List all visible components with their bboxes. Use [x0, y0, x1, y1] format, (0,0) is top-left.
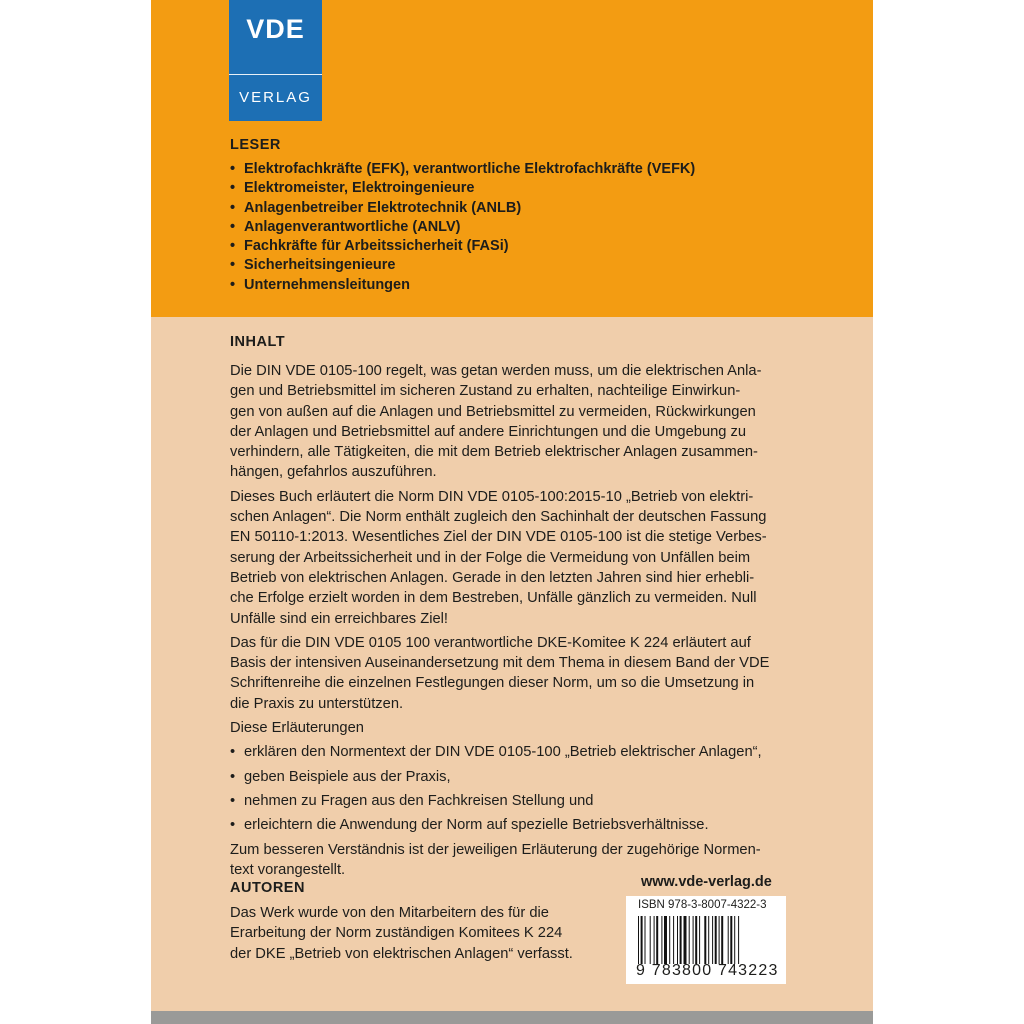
list-item: • Unternehmensleitungen [230, 276, 695, 295]
list-item: • erleichtern die Anwendung der Norm auf spezielle Betriebsverhältnisse. [230, 815, 805, 835]
barcode-bar [673, 916, 674, 964]
list-item: • Anlagenbetreiber Elektrotechnik (ANLB) [230, 199, 695, 218]
bullet-icon: • [230, 199, 236, 216]
barcode-bar [645, 916, 646, 964]
list-item: • erklären den Normentext der DIN VDE 0105-100 „Betrieb elektrischer Anlagen“, [230, 742, 805, 762]
barcode-bar [693, 916, 694, 964]
barcode-bar [719, 916, 720, 964]
list-item: • Elektromeister, Elektroingenieure [230, 179, 695, 198]
barcode-bar [661, 916, 662, 964]
paragraph-2: Dieses Buch erläutert die Norm DIN VDE 0105-100:2015-10 „Betrieb von elektri- schen Anlagen“. Die Norm enthält zugleich den Sachinhalt der deutschen Fassung EN 50110-1:2013. Wesentliches Ziel der DIN VDE 0105-100 ist die stetige Verbes- serung der Arbeitssicherheit und in der Folge die Vermeidung von Unfällen beim Betrieb von elektrischen Anlagen. Gerade in den letzten Jahren sind hier erhebli- che Erfolge erzielt worden in dem Bestreben, Unfälle gänzlich zu vermeiden. Null Unfälle sind ein erreichbares Ziel! [230, 488, 767, 627]
barcode-bar [689, 916, 690, 964]
barcode-bar [715, 916, 717, 964]
barcode-bar [680, 916, 682, 964]
barcode-bar [684, 916, 687, 964]
bullet-icon: • [230, 744, 236, 761]
bullet-icon: • [230, 276, 236, 293]
readers-heading: LESER [230, 137, 281, 153]
barcode-bar [654, 916, 655, 964]
bottom-strip [151, 1011, 873, 1024]
book-back-cover [151, 0, 873, 1024]
intro-line: Diese Erläuterungen [230, 720, 364, 737]
explanations-list [230, 742, 805, 835]
isbn-label: ISBN 978-3-8007-4322-3 [638, 899, 767, 911]
barcode-bar [677, 916, 678, 964]
orange-header-band [151, 0, 873, 317]
list-item: • nehmen zu Fragen aus den Fachkreisen Stellung und [230, 791, 805, 811]
barcode-bar [669, 916, 670, 964]
barcode-bar [730, 916, 732, 964]
barcode-bar [738, 916, 739, 964]
list-item: • Sicherheitsingenieure [230, 256, 695, 275]
barcode-bar [695, 916, 697, 964]
isbn-barcode [626, 896, 786, 984]
barcode-bar [664, 916, 667, 964]
list-item: • geben Beispiele aus der Praxis, [230, 767, 805, 787]
list-item: • Anlagenverantwortliche (ANLV) [230, 218, 695, 237]
bullet-icon: • [230, 768, 236, 785]
barcode-bar [721, 916, 723, 964]
barcode-bar [712, 916, 713, 964]
authors-body: Das Werk wurde von den Mitarbeitern des für die Erarbeitung der Norm zuständigen Komitees K 224 der DKE „Betrieb von elektrischen Anlagen“ verfasst. [230, 905, 573, 962]
content-body [230, 361, 805, 884]
logo-brand: VDE [246, 14, 305, 44]
paragraph-4: Zum besseren Verständnis ist der jeweiligen Erläuterung der zugehörige Normen- text vorangestellt. [230, 841, 761, 878]
bullet-icon: • [230, 792, 236, 809]
bullet-icon: • [230, 218, 236, 235]
bullet-icon: • [230, 180, 236, 197]
barcode-bar [734, 916, 735, 964]
bullet-icon: • [230, 161, 236, 177]
readers-list [230, 160, 695, 295]
barcode-number: 9 783800 743223 [636, 962, 779, 979]
bullet-icon: • [230, 238, 236, 255]
list-item: • Elektrofachkräfte (EFK), verantwortliche Elektrofachkräfte (VEFK) [230, 160, 695, 179]
barcode-bar [656, 916, 658, 964]
list-item: • Fachkräfte für Arbeitssicherheit (FASi) [230, 237, 695, 256]
vde-verlag-logo [229, 0, 322, 121]
bullet-icon: • [230, 817, 236, 834]
barcode-bar [728, 916, 729, 964]
barcode-bar [641, 916, 643, 964]
authors-heading: AUTOREN [230, 880, 305, 896]
content-heading: INHALT [230, 334, 286, 350]
barcode-bar [638, 916, 639, 964]
barcode-bar [708, 916, 709, 964]
barcode-bar [650, 916, 651, 964]
barcode-bars-icon [638, 916, 774, 964]
barcode-bar [704, 916, 706, 964]
bullet-icon: • [230, 257, 236, 274]
logo-divider [229, 74, 322, 75]
paragraph-1: Die DIN VDE 0105-100 regelt, was getan werden muss, um die elektrischen Anla- gen und Betriebsmittel im sicheren Zustand zu erhalten, nachteilige Einwirkun- gen von außen auf die Anlagen und Betriebsmittel zu vermeiden, Rückwirkungen der Anlagen und Betriebsmittel auf andere Einrichtungen und die Umgebung zu verhindern, alle Tätigkeiten, die mit dem Betrieb elektrischer Anlagen zusammen- hängen, gefahrlos auszuführen. [230, 363, 762, 481]
logo-subtitle: VERLAG [239, 89, 312, 106]
barcode-bar [699, 916, 700, 964]
paragraph-3: Das für die DIN VDE 0105 100 verantwortliche DKE-Komitee K 224 erläutert auf Basis der intensiven Auseinandersetzung mit dem Thema in diesem Band der VDE Schriftenreihe die einzelnen Festlegungen dieser Norm, um so die Umsetzung in die Praxis zu unterstützen. [230, 634, 770, 712]
website-url: www.vde-verlag.de [641, 874, 772, 890]
